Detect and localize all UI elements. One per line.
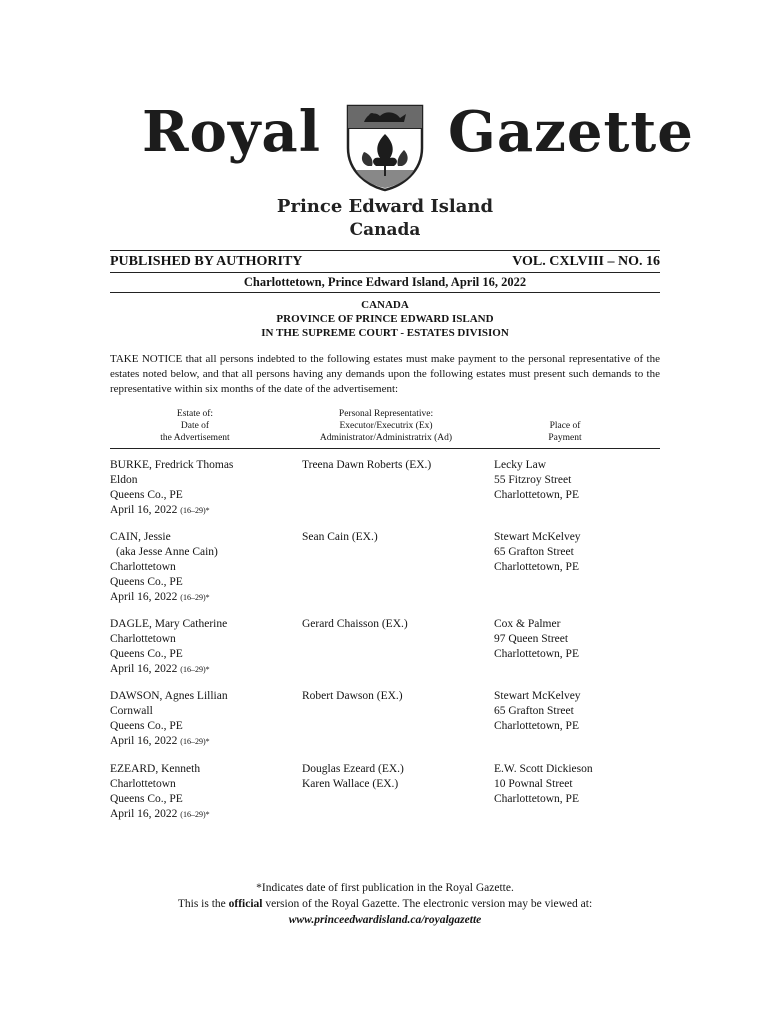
estate-name: DAWSON, Agnes Lillian [110, 690, 228, 702]
estate-location: Queens Co., PE [110, 720, 183, 732]
column-header-representative-line: Personal Representative: [338, 409, 434, 419]
payment-firm: Stewart McKelvey [494, 531, 581, 543]
table-header-rule [110, 448, 660, 449]
advertisement-date [110, 734, 290, 749]
representative-column [302, 689, 482, 704]
estate-location: Queens Co., PE [110, 648, 183, 660]
footer [110, 880, 660, 928]
masthead-title-left: Royal [142, 99, 321, 165]
payment-firm: Lecky Law [494, 459, 547, 471]
estate-location: Queens Co., PE [110, 793, 183, 805]
column-header-estate-line: Date of [180, 421, 210, 431]
column-header-payment [490, 420, 640, 444]
representative-name: Sean Cain (EX.) [302, 531, 378, 543]
estate-alias: (aka Jesse Anne Cain) [116, 546, 218, 558]
masthead [0, 96, 770, 186]
advertisement-date [110, 807, 290, 822]
advertisement-date-text: April 16, 2022 [110, 591, 178, 603]
payment-column [494, 762, 664, 807]
advertisement-date [110, 503, 290, 518]
estate-column [110, 458, 290, 518]
publication-code: (16–29)* [180, 737, 210, 746]
estate-location: Cornwall [110, 705, 153, 717]
payment-address: 97 Queen Street [494, 633, 569, 645]
representative-column [302, 458, 482, 473]
estate-location: Charlottetown [110, 778, 176, 790]
advertisement-date [110, 662, 290, 677]
column-header-estate [110, 408, 280, 444]
payment-column [494, 617, 664, 662]
advertisement-date [110, 590, 290, 605]
header-rule-top [110, 250, 660, 251]
estate-name: CAIN, Jessie [110, 531, 171, 543]
advertisement-date-text: April 16, 2022 [110, 504, 178, 516]
payment-column [494, 458, 664, 503]
column-header-representative-line: Executor/Executrix (Ex) [339, 421, 433, 431]
column-header-estate-line: Estate of: [176, 409, 214, 419]
representative-name: Karen Wallace (EX.) [302, 778, 399, 790]
notice-paragraph: TAKE NOTICE that all persons indebted to the following estates must make payment to the personal representative of the estates noted below, and that all persons having any demands upon the following estates must present such demands to the representative within six months of the date of the advertisement: [110, 353, 660, 395]
estate-column [110, 762, 290, 822]
payment-firm: E.W. Scott Dickieson [494, 763, 593, 775]
court-line-division: IN THE SUPREME COURT - ESTATES DIVISION [261, 327, 509, 339]
publication-code: (16–29)* [180, 506, 210, 515]
advertisement-date-text: April 16, 2022 [110, 808, 178, 820]
masthead-subtitle-province: Prince Edward Island [276, 196, 494, 217]
payment-city: Charlottetown, PE [494, 793, 579, 805]
footer-text: This is the [177, 898, 229, 910]
representative-column [302, 617, 482, 632]
footer-url-link[interactable]: www.princeedwardisland.ca/royalgazette [288, 914, 482, 926]
payment-address: 55 Fitzroy Street [494, 474, 572, 486]
dateline: Charlottetown, Prince Edward Island, April 16, 2022 [243, 275, 527, 289]
payment-address: 10 Pownal Street [494, 778, 573, 790]
estate-location: Queens Co., PE [110, 489, 183, 501]
payment-city: Charlottetown, PE [494, 561, 579, 573]
payment-city: Charlottetown, PE [494, 648, 579, 660]
column-header-estate-line: the Advertisement [160, 433, 230, 443]
representative-name: Treena Dawn Roberts (EX.) [302, 459, 432, 471]
estate-column [110, 617, 290, 677]
payment-city: Charlottetown, PE [494, 489, 579, 501]
representative-column [302, 530, 482, 545]
volume-number: VOL. CXLVIII – NO. 16 [512, 254, 660, 269]
estate-location: Queens Co., PE [110, 576, 183, 588]
payment-column [494, 689, 664, 734]
footer-text: version of the Royal Gazette. The electronic version may be viewed at: [262, 898, 593, 910]
estate-column [110, 689, 290, 749]
footer-official-version-note [110, 896, 660, 912]
header-rule-middle [110, 272, 660, 273]
estate-name: EZEARD, Kenneth [110, 763, 201, 775]
representative-name: Gerard Chaisson (EX.) [302, 618, 408, 630]
advertisement-date-text: April 16, 2022 [110, 663, 178, 675]
column-header-payment-line: Payment [548, 433, 582, 443]
payment-address: 65 Grafton Street [494, 546, 574, 558]
payment-firm: Cox & Palmer [494, 618, 561, 630]
court-line-country: CANADA [361, 299, 409, 311]
published-by-authority: PUBLISHED BY AUTHORITY [110, 254, 303, 269]
representative-name: Robert Dawson (EX.) [302, 690, 403, 702]
estate-name: BURKE, Fredrick Thomas [110, 459, 234, 471]
footer-official-word: official [228, 898, 263, 910]
header-rule-bottom [110, 292, 660, 293]
payment-firm: Stewart McKelvey [494, 690, 581, 702]
publication-line [110, 254, 660, 272]
publication-code: (16–29)* [180, 665, 210, 674]
court-line-province: PROVINCE OF PRINCE EDWARD ISLAND [276, 313, 494, 325]
footer-first-publication-note: *Indicates date of first publication in the Royal Gazette. [256, 882, 514, 894]
publication-code: (16–29)* [180, 810, 210, 819]
column-header-representative [296, 408, 476, 444]
publication-code: (16–29)* [180, 593, 210, 602]
estate-location: Charlottetown [110, 561, 176, 573]
estate-location: Eldon [110, 474, 138, 486]
masthead-title-right: Gazette [448, 99, 694, 165]
payment-city: Charlottetown, PE [494, 720, 579, 732]
representative-column [302, 762, 482, 792]
estate-location: Charlottetown [110, 633, 176, 645]
column-header-payment-line: Place of [549, 421, 581, 431]
payment-column [494, 530, 664, 575]
coat-of-arms-icon [342, 102, 428, 192]
column-header-representative-line: Administrator/Administratrix (Ad) [319, 433, 453, 443]
representative-name: Douglas Ezeard (EX.) [302, 763, 404, 775]
estate-column [110, 530, 290, 605]
masthead-subtitle-country: Canada [349, 220, 421, 240]
payment-address: 65 Grafton Street [494, 705, 574, 717]
estate-name: DAGLE, Mary Catherine [110, 618, 228, 630]
advertisement-date-text: April 16, 2022 [110, 735, 178, 747]
